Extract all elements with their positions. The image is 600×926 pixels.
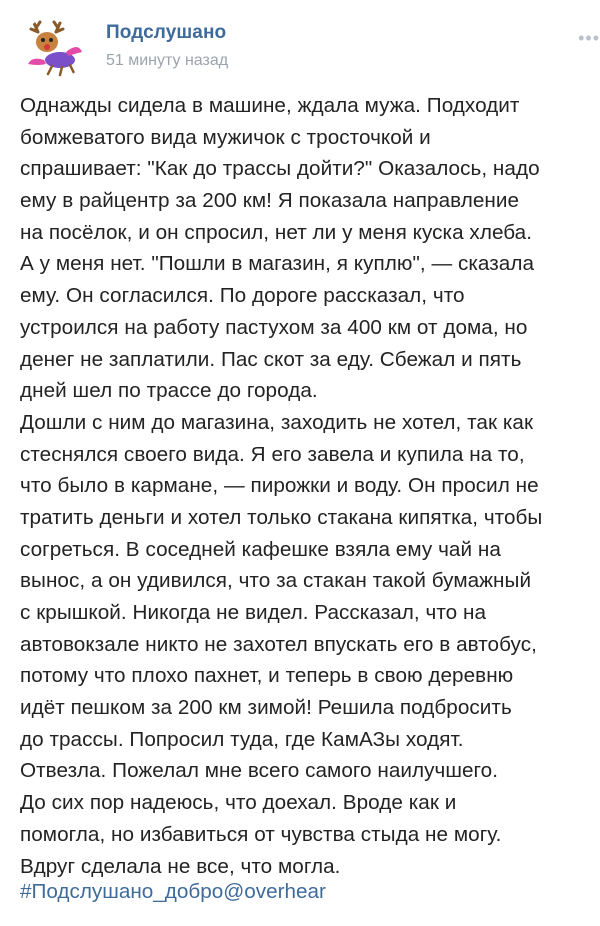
post-text-line: спрашивает: "Как до трассы дойти?" Оказалось, надо — [20, 157, 540, 181]
post-text-line: Отвезла. Пожелал мне всего самого наилучшего. — [20, 759, 499, 783]
post-text-line: ему. Он согласился. По дороге рассказал, что — [20, 284, 465, 308]
post-text-line: до трассы. Попросил туда, где КамАЗы ходят. — [20, 727, 464, 751]
post-text-line: с крышкой. Никогда не видел. Рассказал, что на — [20, 601, 486, 624]
post-text-line: Дошли с ним до магазина, заходить не хотел, так как — [20, 410, 534, 434]
post-text-line: бомжеватого вида мужичок с тросточкой и — [20, 125, 431, 149]
post-timestamp[interactable]: 51 минуту назад — [106, 52, 229, 69]
post-text-line: потому что плохо пахнет, и теперь в свою деревню — [20, 664, 514, 688]
post-text-line: что было в кармане, — пирожки и воду. Он просил не — [20, 474, 539, 498]
post-text-line: ему в райцентр за 200 км! Я показала направление — [20, 189, 520, 213]
post-text-line: устроился на работу пастухом за 400 км от дома, но — [20, 315, 528, 339]
post-text-line: стеснялся своего вида. Я его завела и купила на то, — [20, 442, 525, 466]
author-name-link[interactable]: Подслушано — [106, 22, 227, 43]
post-text-line: До сих пор надеюсь, что доехал. Вроде как и — [20, 791, 457, 815]
post-header — [22, 14, 600, 76]
post-text-line: вынос, а он удивился, что за стакан такой бумажный — [20, 569, 532, 593]
avatar-graphic — [22, 16, 86, 80]
post-text-line: Вдруг сделала не все, что могла. — [20, 854, 341, 878]
post-text-line: денег не заплатили. Пас скот за еду. Сбежал и пять — [20, 347, 522, 371]
post-text-line: помогла, но избавиться от чувства стыда не могу. — [20, 822, 502, 846]
post-text-line: дней шел по трассе до города. — [20, 379, 318, 403]
post-text-line: А у меня нет. "Пошли в магазин, я куплю", — сказала — [20, 252, 535, 276]
post-text-line: согреться. В соседней кафешке взяла ему чай на — [20, 537, 501, 561]
post-text-line: на посёлок, и он спросил, нет ли у меня куска хлеба. — [20, 220, 533, 244]
ellipsis-icon[interactable]: ••• — [578, 28, 600, 48]
hashtag-link[interactable]: #Подслушано_добро@overhear — [20, 880, 326, 903]
post-text-line: идёт пешком за 200 км зимой! Решила подбросить — [20, 696, 512, 720]
post-text-line: Однажды сидела в машине, ждала мужа. Подходит — [20, 94, 520, 117]
reindeer-avatar-icon[interactable] — [22, 16, 86, 80]
post-text-line: тратить деньги и хотел только стакана кипятка, чтобы — [20, 505, 543, 529]
post-text — [20, 90, 600, 882]
post-text-line: автовокзале никто не захотел впускать его в автобус, — [20, 632, 537, 656]
